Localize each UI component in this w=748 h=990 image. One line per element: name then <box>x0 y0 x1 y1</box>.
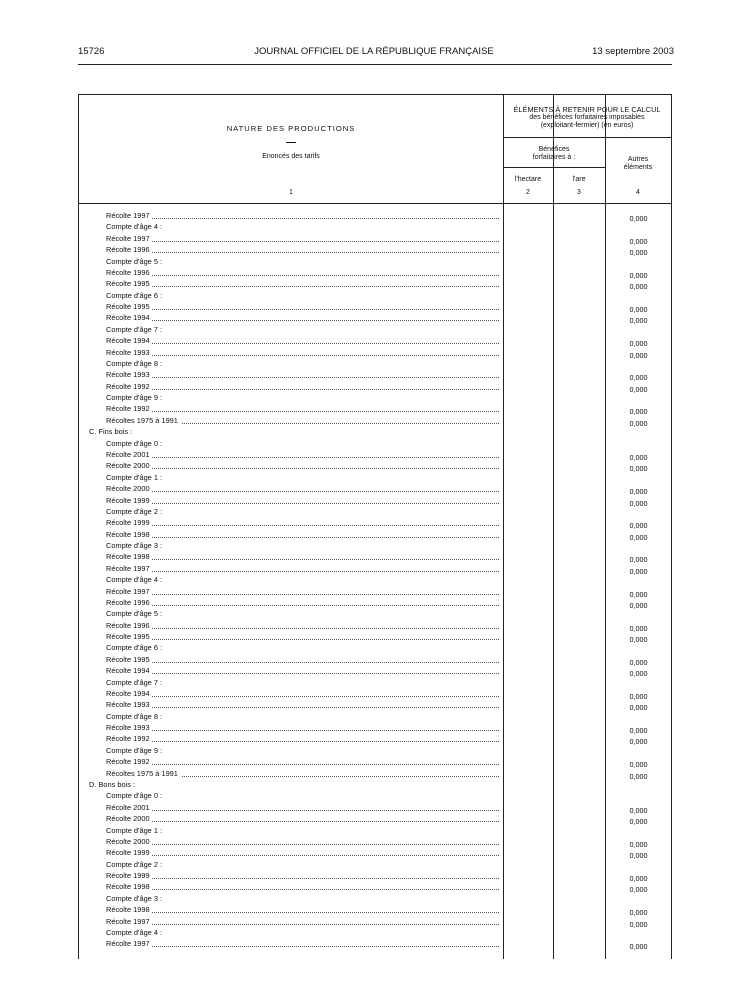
table-row <box>79 403 671 417</box>
table-row <box>79 312 671 326</box>
row-label: Compte d'âge 2 : <box>106 506 163 516</box>
table-row <box>79 756 671 770</box>
table-row <box>79 472 671 483</box>
row-label: Compte d'âge 3 : <box>106 893 163 903</box>
table-row <box>79 267 671 278</box>
dot-leader <box>152 764 499 765</box>
table-row <box>79 483 671 497</box>
table-row <box>79 699 671 713</box>
row-value: 0,000 <box>629 589 648 599</box>
row-value: 0,000 <box>629 316 648 326</box>
table-row <box>79 938 671 952</box>
row-label: Compte d'âge 7 : <box>106 324 163 334</box>
row-value: 0,000 <box>629 248 648 258</box>
page-number: 15726 <box>78 46 105 57</box>
dot-leader <box>152 343 499 344</box>
dot-leader <box>152 275 499 276</box>
enonces-label: Enoncés des tarifs <box>262 153 320 160</box>
dot-leader <box>152 377 499 378</box>
table-row <box>79 392 671 403</box>
dot-leader <box>152 503 499 504</box>
row-value: 0,000 <box>629 691 648 701</box>
table-row <box>79 847 671 861</box>
table-row <box>79 813 671 827</box>
row-label: Récolte 2000 <box>106 461 150 471</box>
dot-leader <box>152 457 499 458</box>
row-label: Compte d'âge 2 : <box>106 859 163 869</box>
dot-leader <box>152 946 499 947</box>
row-value: 0,000 <box>629 942 648 952</box>
row-label: Compte d'âge 8 : <box>106 358 163 368</box>
table-row <box>79 517 671 531</box>
row-label: Compte d'âge 9 : <box>106 745 163 755</box>
table-row <box>79 620 671 631</box>
row-value: 0,000 <box>629 908 648 918</box>
dot-leader <box>152 355 499 356</box>
row-value: 0,000 <box>629 600 648 610</box>
row-value: 0,000 <box>629 555 648 565</box>
row-value: 0,000 <box>629 214 648 223</box>
row-value: 0,000 <box>629 350 648 360</box>
table-row <box>79 927 671 938</box>
row-value: 0,000 <box>629 236 648 246</box>
dot-leader <box>152 730 499 731</box>
row-label: Récolte 1997 <box>106 916 150 926</box>
dot-leader <box>152 537 499 538</box>
row-value: 0,000 <box>629 407 648 417</box>
table-row <box>79 665 671 679</box>
row-value: 0,000 <box>629 635 648 645</box>
dot-leader <box>182 776 499 777</box>
header-rule-benefices <box>503 167 605 168</box>
table-row <box>79 881 671 895</box>
row-label: Récolte 1996 <box>106 597 150 607</box>
dot-leader <box>152 696 499 697</box>
table-row <box>79 802 671 813</box>
row-value: 0,000 <box>629 566 648 576</box>
row-label: Récolte 2001 <box>106 449 150 459</box>
row-label: Compte d'âge 3 : <box>106 541 163 551</box>
table-row <box>79 551 671 565</box>
row-value: 0,000 <box>629 771 648 781</box>
table-row <box>79 426 671 437</box>
table-row <box>79 745 671 756</box>
row-label: Récolte 1995 <box>106 279 150 289</box>
row-value: 0,000 <box>629 270 648 280</box>
row-value: 0,000 <box>629 703 648 713</box>
table-row <box>79 221 671 232</box>
row-label: Compte d'âge 0 : <box>106 791 163 801</box>
dot-leader <box>152 468 499 469</box>
table-row <box>79 904 671 918</box>
dot-leader <box>152 320 499 321</box>
row-value: 0,000 <box>629 885 648 895</box>
table-row <box>79 779 671 790</box>
row-label: Récolte 1995 <box>106 632 150 642</box>
table-row <box>79 256 671 267</box>
benefices-line-2: forfaitaires à : <box>532 154 576 161</box>
dot-leader <box>152 639 499 640</box>
row-value: 0,000 <box>629 452 648 462</box>
table-row <box>79 358 671 369</box>
row-label: Récolte 1994 <box>106 666 150 676</box>
row-label: Récolte 1997 <box>106 233 150 243</box>
dot-leader <box>152 309 499 310</box>
dot-leader <box>182 423 499 424</box>
table-row <box>79 870 671 884</box>
row-label: Récolte 2001 <box>106 802 150 812</box>
table-row <box>79 642 671 653</box>
dot-leader <box>152 810 499 811</box>
row-label: Récolte 1999 <box>106 518 150 528</box>
row-value: 0,000 <box>629 384 648 394</box>
table-row <box>79 574 671 585</box>
row-label: Récolte 1999 <box>106 495 150 505</box>
row-value: 0,000 <box>629 373 648 383</box>
table-row <box>79 278 671 292</box>
row-label: Récolte 1994 <box>106 336 150 346</box>
row-value: 0,000 <box>629 839 648 849</box>
row-label: Récolte 1999 <box>106 871 150 881</box>
row-label: Récolte 1993 <box>106 347 150 357</box>
row-value: 0,000 <box>629 657 648 667</box>
row-label: Compte d'âge 7 : <box>106 677 163 687</box>
table-row <box>79 449 671 460</box>
autres-line-1: Autres <box>627 156 649 163</box>
row-label: Récoltes 1975 à 1991 <box>106 415 178 425</box>
autres-line-2: éléments <box>623 164 653 171</box>
col-1-number: 1 <box>289 189 293 196</box>
row-value: 0,000 <box>629 874 648 884</box>
col-3-number: 3 <box>577 189 581 196</box>
row-label: Récolte 1997 <box>106 211 150 220</box>
table-row <box>79 233 671 244</box>
row-label: Récolte 1992 <box>106 757 150 767</box>
row-label: Récolte 1995 <box>106 302 150 312</box>
header-dash: — <box>286 137 296 148</box>
row-value: 0,000 <box>629 521 648 531</box>
table-row <box>79 369 671 383</box>
table-row <box>79 836 671 847</box>
dot-leader <box>152 855 499 856</box>
row-label: Compte d'âge 4 : <box>106 927 163 937</box>
dot-leader <box>152 605 499 606</box>
dot-leader <box>152 252 499 253</box>
row-label: Récolte 1992 <box>106 734 150 744</box>
elements-line-2: des bénéfices forfaitaires imposables <box>529 114 645 121</box>
row-value: 0,000 <box>629 623 648 633</box>
dot-leader <box>152 821 499 822</box>
table-row <box>79 597 671 608</box>
row-value: 0,000 <box>629 919 648 929</box>
are-label: l'are <box>572 176 586 183</box>
table-row <box>79 244 671 258</box>
table-row <box>79 438 671 449</box>
row-label: Récolte 1997 <box>106 586 150 596</box>
table-row <box>79 324 671 335</box>
elements-line-1: ÉLÉMENTS À RETENIR POUR LE CALCUL <box>513 105 661 114</box>
table-row <box>79 335 671 349</box>
header-rule-elements <box>503 137 671 138</box>
row-label: Récolte 1998 <box>106 905 150 915</box>
dot-leader <box>152 491 499 492</box>
dot-leader <box>152 889 499 890</box>
row-value: 0,000 <box>629 487 648 497</box>
row-label: D. Bons bois : <box>89 780 136 789</box>
dot-leader <box>152 673 499 674</box>
dot-leader <box>152 286 499 287</box>
row-value: 0,000 <box>629 851 648 861</box>
table-row <box>79 893 671 904</box>
row-label: Compte d'âge 0 : <box>106 438 163 448</box>
header-bottom-rule <box>79 203 671 204</box>
dot-leader <box>152 707 499 708</box>
row-value: 0,000 <box>629 305 648 315</box>
row-label: Compte d'âge 4 : <box>106 222 163 232</box>
table-row <box>79 733 671 747</box>
row-label: Récolte 1993 <box>106 370 150 380</box>
dot-leader <box>152 571 499 572</box>
benefices-line-1: Bénéfices <box>538 146 570 153</box>
table-row <box>79 722 671 736</box>
row-label: Récolte 1992 <box>106 404 150 414</box>
col-4-number: 4 <box>636 189 640 196</box>
table-row <box>79 825 671 836</box>
table-row <box>79 711 671 722</box>
row-label: Compte d'âge 6 : <box>106 643 163 653</box>
row-label: Compte d'âge 1 : <box>106 825 163 835</box>
table-row <box>79 677 671 688</box>
dot-leader <box>152 218 499 219</box>
dot-leader <box>152 525 499 526</box>
table-row <box>79 415 671 426</box>
col-2-number: 2 <box>526 189 530 196</box>
row-label: Récolte 2000 <box>106 814 150 824</box>
row-label: Récolte 2000 <box>106 484 150 494</box>
row-value: 0,000 <box>629 669 648 679</box>
table-row <box>79 859 671 870</box>
dot-leader <box>152 662 499 663</box>
table-row <box>79 540 671 551</box>
row-label: Compte d'âge 5 : <box>106 256 163 266</box>
hectare-label: l'hectare <box>514 176 542 183</box>
row-label: Compte d'âge 1 : <box>106 472 163 482</box>
dot-leader <box>152 878 499 879</box>
row-value: 0,000 <box>629 805 648 815</box>
row-label: Récolte 1997 <box>106 563 150 573</box>
dot-leader <box>152 594 499 595</box>
row-label: Récoltes 1975 à 1991 <box>106 768 178 778</box>
table-row <box>79 210 671 221</box>
dot-leader <box>152 411 499 412</box>
row-label: Récolte 2000 <box>106 836 150 846</box>
publication-date: 13 septembre 2003 <box>592 46 674 57</box>
tariff-table <box>78 94 672 959</box>
table-row <box>79 688 671 699</box>
table-row <box>79 347 671 358</box>
row-value: 0,000 <box>629 737 648 747</box>
row-label: Récolte 1998 <box>106 529 150 539</box>
row-value: 0,000 <box>629 817 648 827</box>
table-row <box>79 586 671 597</box>
table-row <box>79 290 671 301</box>
table-row <box>79 381 671 392</box>
dot-leader <box>152 924 499 925</box>
table-row <box>79 608 671 619</box>
row-value: 0,000 <box>629 726 648 736</box>
table-row <box>79 460 671 474</box>
row-label: C. Fins bois : <box>89 427 133 437</box>
row-label: Récolte 1998 <box>106 882 150 892</box>
dot-leader <box>152 628 499 629</box>
row-label: Récolte 1999 <box>106 848 150 858</box>
row-value: 0,000 <box>629 760 648 770</box>
row-label: Compte d'âge 5 : <box>106 609 163 619</box>
row-value: 0,000 <box>629 498 648 508</box>
row-value: 0,000 <box>629 464 648 474</box>
row-label: Récolte 1995 <box>106 654 150 664</box>
table-row <box>79 495 671 506</box>
nature-title: NATURE DES PRODUCTIONS <box>226 124 356 133</box>
row-label: Compte d'âge 9 : <box>106 393 163 403</box>
row-label: Récolte 1997 <box>106 939 150 949</box>
table-row <box>79 506 671 517</box>
table-row <box>79 529 671 540</box>
row-label: Récolte 1992 <box>106 381 150 391</box>
row-label: Récolte 1994 <box>106 313 150 323</box>
dot-leader <box>152 844 499 845</box>
table-row <box>79 790 671 801</box>
table-row <box>79 563 671 574</box>
row-label: Récolte 1993 <box>106 723 150 733</box>
dot-leader <box>152 912 499 913</box>
dot-leader <box>152 741 499 742</box>
row-label: Récolte 1996 <box>106 620 150 630</box>
row-value: 0,000 <box>629 339 648 349</box>
journal-title: JOURNAL OFFICIEL DE LA RÉPUBLIQUE FRANÇAISE <box>254 46 494 57</box>
row-label: Récolte 1998 <box>106 552 150 562</box>
table-row <box>79 768 671 779</box>
row-label: Compte d'âge 6 : <box>106 290 163 300</box>
row-value: 0,000 <box>629 532 648 542</box>
row-label: Récolte 1996 <box>106 267 150 277</box>
table-row <box>79 301 671 315</box>
row-label: Récolte 1994 <box>106 688 150 698</box>
header-rule <box>78 64 672 65</box>
row-label: Compte d'âge 8 : <box>106 711 163 721</box>
row-label: Récolte 1993 <box>106 700 150 710</box>
row-value: 0,000 <box>629 418 648 428</box>
row-value: 0,000 <box>629 282 648 292</box>
table-row <box>79 916 671 927</box>
row-label: Récolte 1996 <box>106 245 150 255</box>
dot-leader <box>152 389 499 390</box>
dot-leader <box>152 241 499 242</box>
elements-line-3: (exploitant-fermier) (en euros) <box>540 122 634 129</box>
table-row <box>79 631 671 645</box>
table-row <box>79 654 671 665</box>
row-label: Compte d'âge 4 : <box>106 575 163 585</box>
dot-leader <box>152 559 499 560</box>
